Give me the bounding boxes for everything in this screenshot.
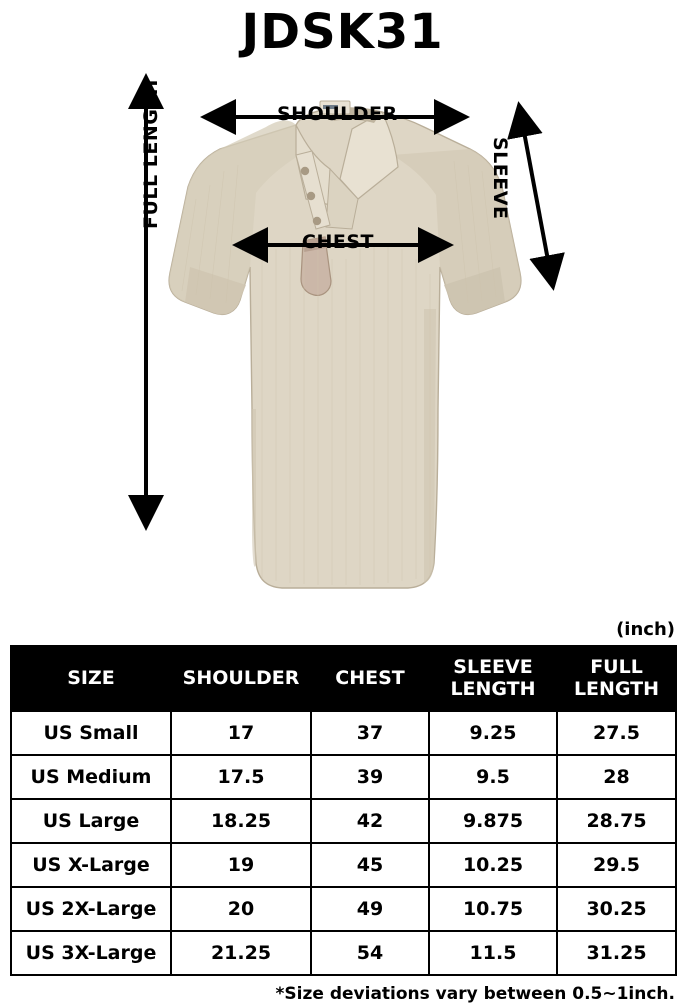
table-row — [11, 799, 676, 843]
shirt-shape — [169, 101, 521, 588]
cell-chest: 54 — [311, 931, 429, 975]
cell-size: US X-Large — [11, 843, 171, 887]
cell-size: US Large — [11, 799, 171, 843]
cell-full: 27.5 — [557, 711, 676, 755]
measurement-diagram — [0, 59, 685, 619]
cell-chest: 39 — [311, 755, 429, 799]
cell-chest: 37 — [311, 711, 429, 755]
cell-chest: 42 — [311, 799, 429, 843]
cell-size: US Medium — [11, 755, 171, 799]
label-sleeve: SLEEVE — [489, 136, 511, 220]
cell-shoulder: 18.25 — [171, 799, 311, 843]
cell-full: 29.5 — [557, 843, 676, 887]
cell-shoulder: 19 — [171, 843, 311, 887]
cell-sleeve: 11.5 — [429, 931, 557, 975]
cell-shoulder: 21.25 — [171, 931, 311, 975]
size-table — [10, 645, 677, 977]
cell-sleeve: 9.5 — [429, 755, 557, 799]
cell-sleeve: 10.25 — [429, 843, 557, 887]
table-row — [11, 755, 676, 799]
header-sleeve-length — [429, 646, 557, 712]
header-chest: CHEST — [311, 646, 429, 712]
header-full-line2: LENGTH — [573, 677, 660, 700]
cell-size: US 2X-Large — [11, 887, 171, 931]
cell-chest: 49 — [311, 887, 429, 931]
label-shoulder: SHOULDER — [277, 102, 398, 125]
cell-full: 30.25 — [557, 887, 676, 931]
cell-size: US 3X-Large — [11, 931, 171, 975]
cell-full: 28.75 — [557, 799, 676, 843]
size-deviation-note: *Size deviations vary between 0.5~1inch. — [275, 984, 675, 1004]
table-row — [11, 931, 676, 975]
cell-full: 28 — [557, 755, 676, 799]
shirt-illustration — [0, 59, 685, 619]
table-row — [11, 843, 676, 887]
cell-full: 31.25 — [557, 931, 676, 975]
cell-size: US Small — [11, 711, 171, 755]
label-full-length: FULL LENGTH — [140, 78, 162, 229]
label-chest: CHEST — [302, 230, 374, 253]
page-title: JDSK31 — [241, 4, 444, 60]
table-header — [11, 646, 676, 712]
header-full-line1: FULL — [590, 655, 643, 678]
header-shoulder: SHOULDER — [171, 646, 311, 712]
table-row — [11, 711, 676, 755]
cell-shoulder: 17.5 — [171, 755, 311, 799]
cell-sleeve: 9.25 — [429, 711, 557, 755]
table-row — [11, 887, 676, 931]
table-header-row — [11, 646, 676, 712]
cell-sleeve: 10.75 — [429, 887, 557, 931]
cell-shoulder: 20 — [171, 887, 311, 931]
table-body — [11, 711, 676, 975]
header-sleeve-line1: SLEEVE — [453, 655, 533, 678]
header-full-length — [557, 646, 676, 712]
header-sleeve-line2: LENGTH — [450, 677, 536, 700]
cell-chest: 45 — [311, 843, 429, 887]
header-size: SIZE — [11, 646, 171, 712]
unit-note: (inch) — [616, 618, 675, 640]
cell-sleeve: 9.875 — [429, 799, 557, 843]
cell-shoulder: 17 — [171, 711, 311, 755]
